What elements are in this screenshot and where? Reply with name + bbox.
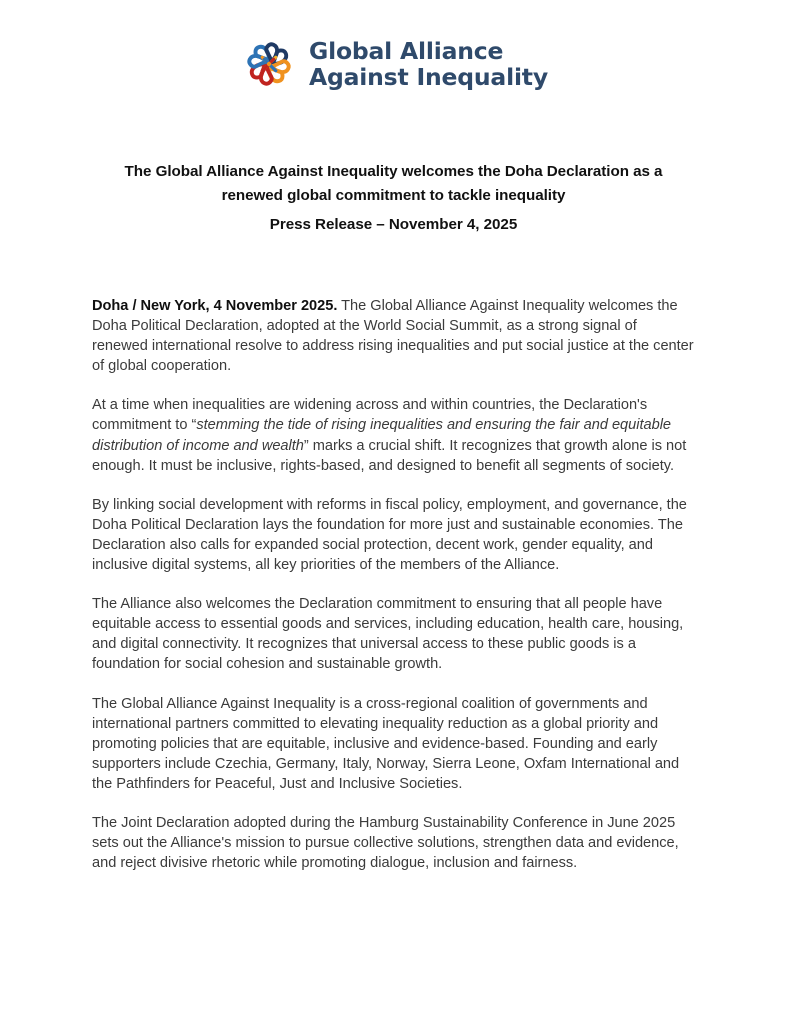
press-release-subtitle: Press Release – November 4, 2025 [269, 216, 518, 233]
logo-wordmark [309, 38, 548, 91]
paragraph-4: The Alliance also welcomes the Declaration commitment to ensuring that all people have equitable access to essential goods and services, including education, health care, housing, and digital connectivity. It recognizes that universal access to these public goods is a foundation for social cohesion and sustainable growth. [92, 596, 684, 673]
logo-wordmark-line-1: Global Alliance [309, 37, 504, 65]
paragraph-2 [92, 395, 696, 475]
press-release-title: The Global Alliance Against Inequality welcomes the Doha Declaration as a renewed global commitment to tackle inequality [124, 163, 663, 204]
press-release-body [92, 296, 696, 873]
dateline-lead: Doha / New York, 4 November 2025. [92, 298, 338, 314]
logo-inner [243, 38, 548, 91]
paragraph-5: The Global Alliance Against Inequality is a cross-regional coalition of governments and international partners committed to elevating inequality reduction as a global priority and promoting policies that are equitable, inclusive and evidence-based. Founding and early supporters include Czechia, Germany, Italy, Norway, Sierra Leone, Oxfam International and the Pathfinders for Peaceful, Just and Inclusive Societies. [92, 695, 680, 792]
paragraph-1 [92, 296, 696, 376]
logo-wordmark-line-2: Against Inequality [309, 63, 548, 92]
paragraph-2-before-quote: At a time when inequalities are widening across and within countries, the Declaration's commitment to “ [92, 397, 648, 434]
declaration-quote: stemming the tide of rising inequalities and ensuring the fair and equitable distribution of income and wealth [92, 417, 672, 454]
paragraph-2-after-quote: ” marks a crucial shift. It recognizes that growth alone is not enough. It must be inclusive, rights-based, and designed to benefit all segments of society. [92, 437, 687, 474]
paragraph-3: By linking social development with reforms in fiscal policy, employment, and governance, the Doha Political Declaration lays the foundation for more just and sustainable economies. The Declaration also calls for expanded social protection, decent work, gender equality, and inclusive digital systems, all key priorities of the members of the Alliance. [92, 496, 687, 574]
interlocking-petals-logo-icon [243, 38, 295, 90]
paragraph-6: The Joint Declaration adopted during the Hamburg Sustainability Conference in June 2025 sets out the Alliance's mission to pursue collective solutions, strengthen data and evidence, and reject divisive rhetoric while promoting dialogue, inclusion and fairness. [92, 814, 679, 872]
paragraph-1-text: The Global Alliance Against Inequality welcomes the Doha Political Declaration, adopted at the World Social Summit, as a strong signal of renewed international resolve to address rising inequalities and put social justice at the center of global cooperation. [92, 298, 694, 375]
organization-logo [0, 38, 791, 91]
